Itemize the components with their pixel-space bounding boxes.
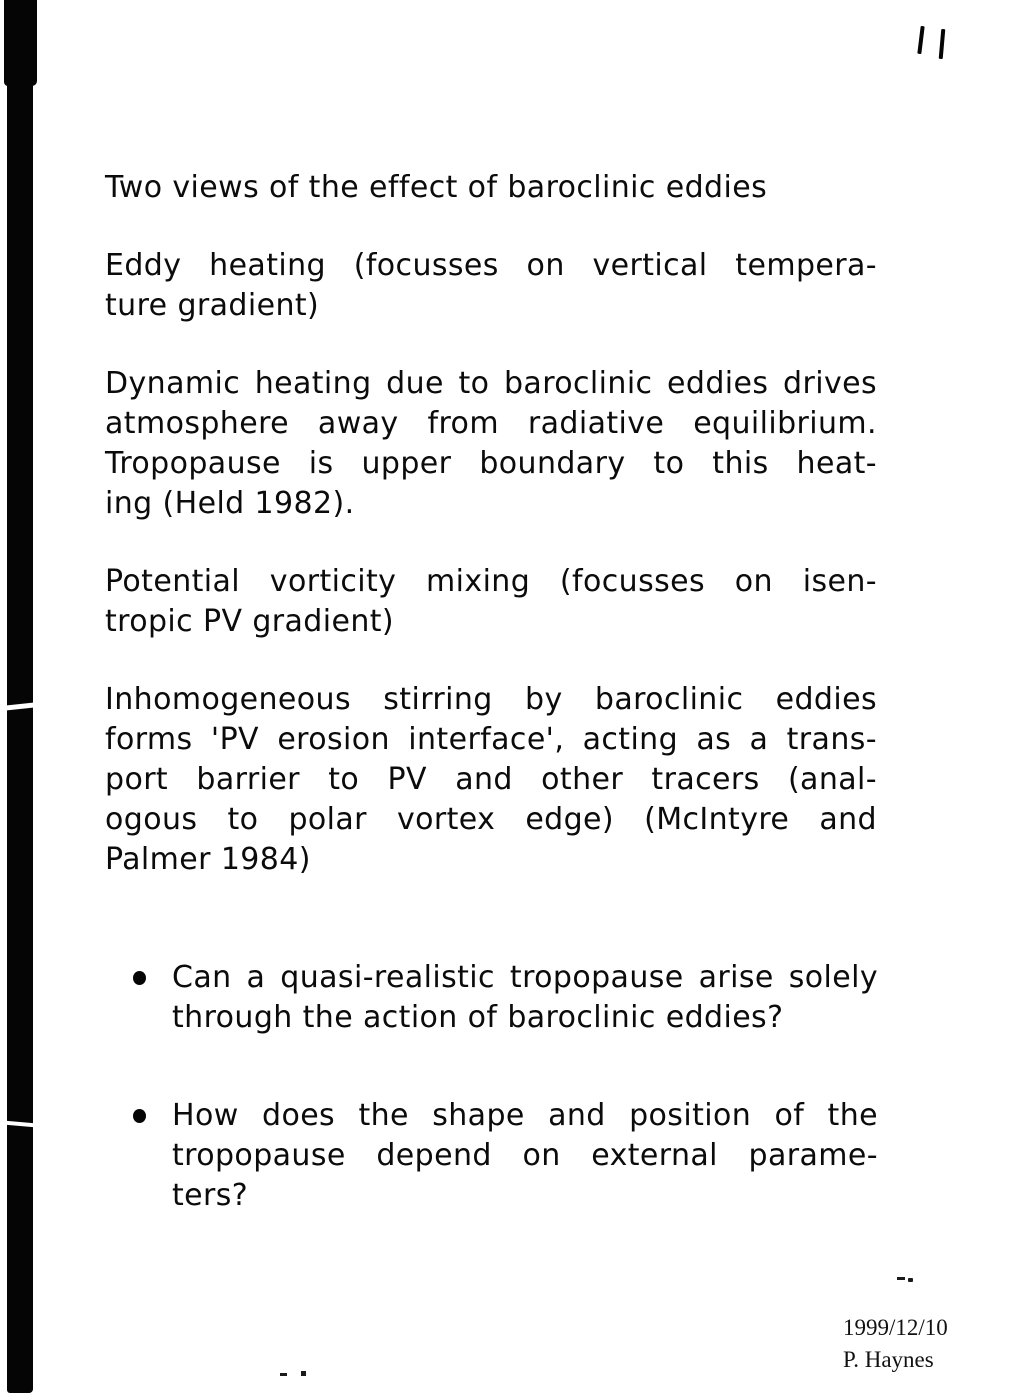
page-title	[105, 168, 877, 208]
paragraph	[105, 364, 877, 524]
title-text: Two views of the effect of baroclinic eddies	[105, 170, 768, 205]
text-line: atmosphere away from radiative equilibrium.	[105, 406, 877, 441]
paragraph	[105, 680, 877, 880]
text-line: Eddy heating (focusses on vertical tempera-	[105, 248, 877, 283]
footer-author: P. Haynes	[843, 1347, 934, 1372]
text-line: Potential vorticity mixing (focusses on isen-	[105, 564, 877, 599]
scan-edge-bar	[7, 0, 33, 1393]
scan-speck	[897, 1277, 905, 1280]
page-number-stroke	[917, 26, 924, 54]
text-line: port barrier to PV and other tracers (anal-	[105, 762, 877, 797]
paragraph	[105, 246, 877, 326]
text-line: forms 'PV erosion interface', acting as a trans-	[105, 722, 877, 757]
scan-speck	[301, 1371, 306, 1376]
bullet-icon	[133, 1109, 146, 1123]
paragraph	[105, 562, 877, 642]
text-line: through the action of baroclinic eddies?	[172, 1000, 784, 1035]
scan-edge-bar-top	[4, 0, 37, 86]
scan-speck	[908, 1278, 913, 1282]
footer-date: 1999/12/10	[843, 1315, 948, 1340]
scan-speck	[280, 1373, 287, 1376]
page-number-stroke	[939, 29, 946, 59]
text-line: Tropopause is upper boundary to this heat-	[105, 446, 877, 481]
text-line: ters?	[172, 1178, 249, 1213]
text-line: Palmer 1984)	[105, 842, 311, 877]
bullet-icon	[133, 971, 146, 985]
text-line: Inhomogeneous stirring by baroclinic eddies	[105, 682, 877, 717]
text-line: Dynamic heating due to baroclinic eddies drives	[105, 366, 877, 401]
text-line: tropopause depend on external parame-	[172, 1138, 878, 1173]
text-line: tropic PV gradient)	[105, 604, 395, 639]
bullet-item	[172, 1096, 878, 1216]
text-line: ing (Held 1982).	[105, 486, 355, 521]
bullet-item	[172, 958, 878, 1038]
text-line: Can a quasi-realistic tropopause arise solely	[172, 960, 878, 995]
text-line: How does the shape and position of the	[172, 1098, 878, 1133]
text-line: ture gradient)	[105, 288, 320, 323]
text-line: ogous to polar vortex edge) (McIntyre and	[105, 802, 877, 837]
